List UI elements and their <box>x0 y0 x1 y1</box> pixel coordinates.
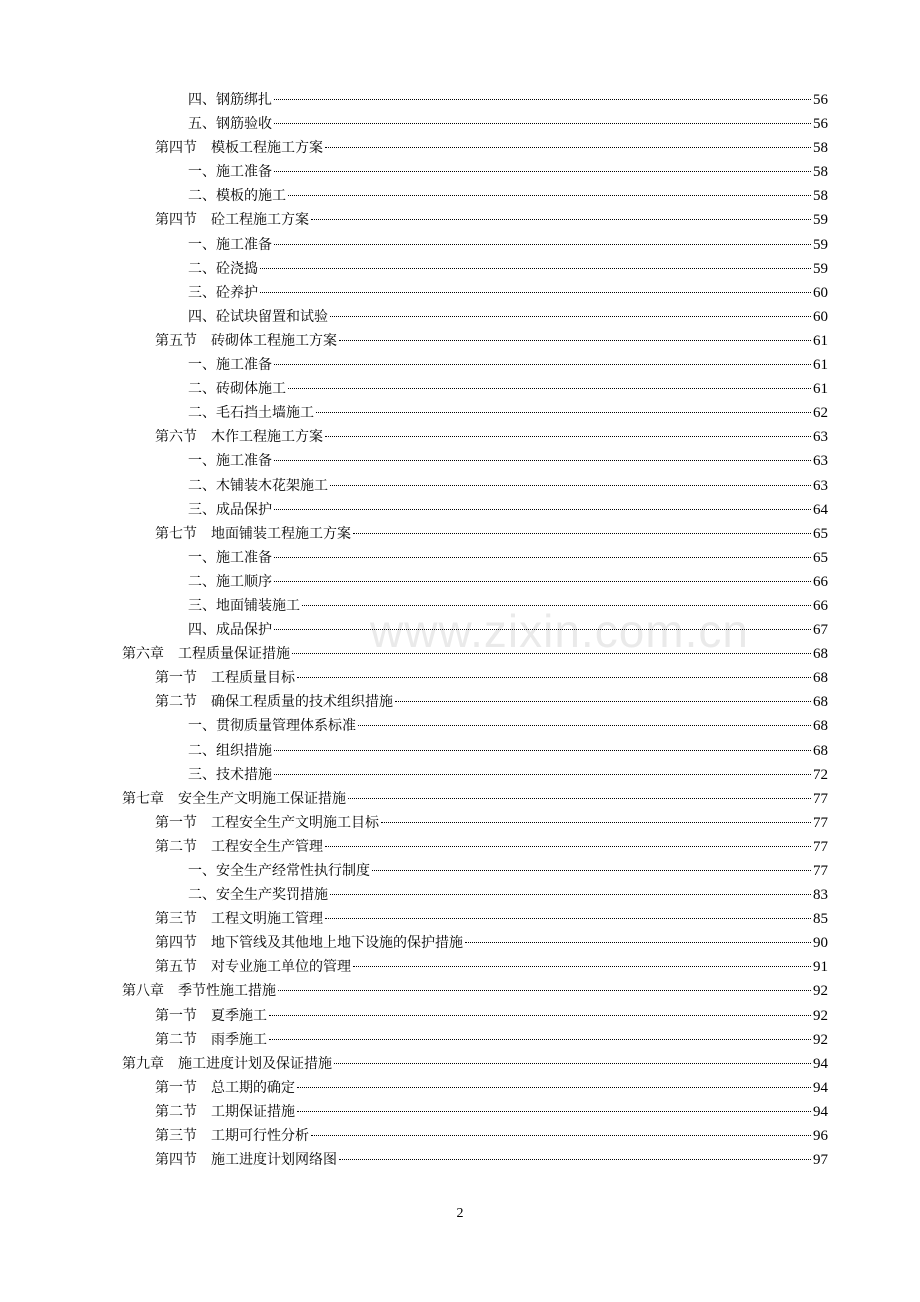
toc-entry[interactable] <box>122 112 828 136</box>
dot-leader <box>297 677 811 678</box>
toc-entry-page: 94 <box>813 1079 828 1096</box>
toc-entry[interactable] <box>122 1124 828 1148</box>
toc-entry-title: 第五节 砖砌体工程施工方案 <box>155 332 337 349</box>
toc-entry-title: 一、贯彻质量管理体系标准 <box>188 718 356 735</box>
dot-leader <box>274 629 811 630</box>
toc-entry[interactable] <box>122 401 828 425</box>
toc-entry[interactable] <box>122 522 828 546</box>
toc-entry-page: 58 <box>813 164 828 181</box>
dot-leader <box>274 99 811 100</box>
toc-entry[interactable] <box>122 714 828 738</box>
toc-entry-title: 二、木铺装木花架施工 <box>188 477 328 494</box>
dot-leader <box>325 436 811 437</box>
toc-entry-page: 60 <box>813 308 828 325</box>
toc-entry[interactable] <box>122 329 828 353</box>
dot-leader <box>353 966 811 967</box>
toc-entry-title: 第二节 工期保证措施 <box>155 1103 295 1120</box>
toc-entry-title: 三、成品保护 <box>188 501 272 518</box>
toc-entry-page: 65 <box>813 549 828 566</box>
toc-entry-page: 61 <box>813 381 828 398</box>
dot-leader <box>260 292 811 293</box>
toc-entry-page: 66 <box>813 597 828 614</box>
toc-entry-title: 四、成品保护 <box>188 622 272 639</box>
toc-entry-page: 66 <box>813 573 828 590</box>
dot-leader <box>274 244 811 245</box>
toc-entry-page: 96 <box>813 1128 828 1145</box>
toc-entry-page: 56 <box>813 92 828 108</box>
toc-entry[interactable] <box>122 1148 828 1172</box>
toc-entry-page: 77 <box>813 863 828 879</box>
dot-leader <box>311 1135 811 1136</box>
toc-entry-title: 四、砼试块留置和试验 <box>188 308 328 325</box>
dot-leader <box>274 123 811 124</box>
dot-leader <box>269 1015 811 1016</box>
toc-entry-title: 二、安全生产奖罚措施 <box>188 887 328 904</box>
toc-entry-title: 第七章 安全生产文明施工保证措施 <box>122 790 346 807</box>
toc-entry-page: 64 <box>813 501 828 518</box>
toc-entry-title: 一、施工准备 <box>188 357 272 374</box>
toc-entry-page: 61 <box>813 357 828 374</box>
toc-entry-page: 92 <box>813 983 828 1000</box>
toc-entry-page: 61 <box>813 332 828 349</box>
toc-entry-title: 第四节 砼工程施工方案 <box>155 212 309 229</box>
dot-leader <box>278 990 811 991</box>
toc-entry[interactable] <box>122 208 828 232</box>
toc-entry[interactable] <box>122 618 828 642</box>
toc-entry[interactable] <box>122 353 828 377</box>
toc-entry[interactable] <box>122 859 828 883</box>
toc-entry[interactable] <box>122 1076 828 1100</box>
toc-entry[interactable] <box>122 1028 828 1052</box>
toc-entry-title: 第二节 确保工程质量的技术组织措施 <box>155 694 393 711</box>
dot-leader <box>381 822 811 823</box>
dot-leader <box>316 412 811 413</box>
toc-entry[interactable] <box>122 377 828 401</box>
toc-entry-page: 68 <box>813 694 828 711</box>
toc-entry-page: 77 <box>813 790 828 807</box>
dot-leader <box>325 918 811 919</box>
toc-entry-title: 第二节 雨季施工 <box>155 1031 267 1048</box>
toc-entry-page: 63 <box>813 453 828 470</box>
page-number: 2 <box>456 1206 464 1221</box>
toc-entry[interactable] <box>122 305 828 329</box>
dot-leader <box>269 1039 811 1040</box>
toc-entry-title: 二、组织措施 <box>188 742 272 759</box>
toc-entry[interactable] <box>122 570 828 594</box>
dot-leader <box>339 340 811 341</box>
toc-entry[interactable] <box>122 449 828 473</box>
toc-entry-title: 第四节 地下管线及其他地上地下设施的保护措施 <box>155 935 463 952</box>
toc-entry-page: 60 <box>813 284 828 301</box>
toc-entry[interactable] <box>122 1100 828 1124</box>
toc-entry[interactable] <box>122 594 828 618</box>
toc-entry-title: 二、施工顺序 <box>188 573 272 590</box>
toc-entry-title: 第一节 工程安全生产文明施工目标 <box>155 814 379 831</box>
dot-leader <box>274 171 811 172</box>
toc-entry[interactable] <box>122 642 828 666</box>
dot-leader <box>302 605 811 606</box>
toc-entry-page: 77 <box>813 838 828 855</box>
toc-entry-title: 一、安全生产经常性执行制度 <box>188 863 370 879</box>
toc-entry[interactable] <box>122 763 828 787</box>
toc-entry-title: 第八章 季节性施工措施 <box>122 983 276 1000</box>
dot-leader <box>334 1063 811 1064</box>
dot-leader <box>353 533 811 534</box>
dot-leader <box>330 485 811 486</box>
dot-leader <box>297 1087 811 1088</box>
dot-leader <box>274 774 811 775</box>
toc-entry-title: 一、施工准备 <box>188 549 272 566</box>
dot-leader <box>274 557 811 558</box>
toc-entry[interactable] <box>122 1052 828 1076</box>
dot-leader <box>288 388 811 389</box>
toc-entry-title: 三、地面铺装施工 <box>188 597 300 614</box>
toc-entry-title: 二、砼浇捣 <box>188 260 258 277</box>
dot-leader <box>274 750 811 751</box>
toc-entry-title: 三、技术措施 <box>188 766 272 783</box>
toc-entry-title: 四、钢筋绑扎 <box>188 92 272 108</box>
toc-entry-page: 83 <box>813 887 828 904</box>
dot-leader <box>372 870 811 871</box>
toc-entry[interactable] <box>122 136 828 160</box>
toc-entry[interactable] <box>122 739 828 763</box>
toc-entry-title: 第三节 工期可行性分析 <box>155 1128 309 1145</box>
toc-entry[interactable] <box>122 425 828 449</box>
toc-entry-page: 94 <box>813 1055 828 1072</box>
dot-leader <box>330 316 811 317</box>
toc-entry[interactable] <box>122 835 828 859</box>
toc-entry-title: 二、砖砌体施工 <box>188 381 286 398</box>
toc-entry[interactable] <box>122 883 828 907</box>
toc-entry-page: 58 <box>813 188 828 205</box>
toc-entry-title: 五、钢筋验收 <box>188 116 272 133</box>
dot-leader <box>311 219 811 220</box>
toc-entry-page: 92 <box>813 1007 828 1024</box>
toc-entry-page: 91 <box>813 959 828 976</box>
toc-entry[interactable] <box>122 907 828 931</box>
toc-entry-title: 第九章 施工进度计划及保证措施 <box>122 1055 332 1072</box>
toc-entry[interactable] <box>122 666 828 690</box>
toc-entry-title: 三、砼养护 <box>188 284 258 301</box>
toc-entry-title: 二、毛石挡土墙施工 <box>188 405 314 422</box>
toc-entry-title: 一、施工准备 <box>188 164 272 181</box>
watermark: www.zixin.com.cn <box>370 605 749 657</box>
dot-leader <box>339 1159 811 1160</box>
toc-entry-page: 68 <box>813 742 828 759</box>
dot-leader <box>330 894 811 895</box>
dot-leader <box>260 268 811 269</box>
toc-entry-title: 一、施工准备 <box>188 453 272 470</box>
dot-leader <box>348 798 811 799</box>
toc-entry-page: 59 <box>813 212 828 229</box>
toc-entry-title: 第六章 工程质量保证措施 <box>122 646 290 663</box>
toc-entry-page: 85 <box>813 911 828 928</box>
toc-entry[interactable] <box>122 690 828 714</box>
dot-leader <box>465 942 811 943</box>
toc-entry-title: 第三节 工程文明施工管理 <box>155 911 323 928</box>
toc-entry-page: 92 <box>813 1031 828 1048</box>
toc-entry-page: 59 <box>813 260 828 277</box>
dot-leader <box>358 725 811 726</box>
toc-entry-page: 94 <box>813 1103 828 1120</box>
toc-entry-title: 第一节 夏季施工 <box>155 1007 267 1024</box>
toc-entry[interactable] <box>122 281 828 305</box>
toc-entry-page: 63 <box>813 429 828 446</box>
toc-entry-title: 二、模板的施工 <box>188 188 286 205</box>
toc-entry[interactable] <box>122 184 828 208</box>
dot-leader <box>274 364 811 365</box>
toc-entry[interactable] <box>122 257 828 281</box>
toc-entry-page: 58 <box>813 140 828 157</box>
toc-entry-page: 62 <box>813 405 828 422</box>
toc-entry[interactable] <box>122 955 828 979</box>
toc-entry[interactable] <box>122 88 828 112</box>
toc-entry-title: 第一节 工程质量目标 <box>155 670 295 687</box>
toc-entry[interactable] <box>122 160 828 184</box>
toc-entry-page: 63 <box>813 477 828 494</box>
dot-leader <box>274 509 811 510</box>
toc-entry-title: 第五节 对专业施工单位的管理 <box>155 959 351 976</box>
toc-entry-page: 90 <box>813 935 828 952</box>
toc-entry-title: 第七节 地面铺装工程施工方案 <box>155 525 351 542</box>
toc-entry-page: 68 <box>813 646 828 663</box>
toc-entry-page: 68 <box>813 718 828 735</box>
toc-entry-title: 第四节 模板工程施工方案 <box>155 140 323 157</box>
dot-leader <box>274 581 811 582</box>
toc-entry-title: 第六节 木作工程施工方案 <box>155 429 323 446</box>
toc-entry[interactable] <box>122 979 828 1003</box>
dot-leader <box>325 846 811 847</box>
toc-entry[interactable] <box>122 1004 828 1028</box>
dot-leader <box>297 1111 811 1112</box>
dot-leader <box>274 460 811 461</box>
toc-entry[interactable] <box>122 474 828 498</box>
dot-leader <box>395 701 811 702</box>
toc-entry-page: 72 <box>813 766 828 783</box>
toc-entry[interactable] <box>122 931 828 955</box>
toc-entry-page: 56 <box>813 116 828 133</box>
toc-entry[interactable] <box>122 546 828 570</box>
toc-entry-page: 59 <box>813 236 828 253</box>
toc-entry[interactable] <box>122 233 828 257</box>
toc-entry[interactable] <box>122 811 828 835</box>
dot-leader <box>325 147 811 148</box>
toc-entry-title: 第四节 施工进度计划网络图 <box>155 1152 337 1169</box>
toc-entry[interactable] <box>122 787 828 811</box>
toc-entry-title: 第一节 总工期的确定 <box>155 1079 295 1096</box>
toc-entry-page: 97 <box>813 1152 828 1169</box>
dot-leader <box>288 195 811 196</box>
toc-entry-title: 一、施工准备 <box>188 236 272 253</box>
toc-entry-page: 77 <box>813 814 828 831</box>
toc-entry-page: 65 <box>813 525 828 542</box>
toc-entry-title: 第二节 工程安全生产管理 <box>155 838 323 855</box>
dot-leader <box>292 653 811 654</box>
toc-entry-page: 68 <box>813 670 828 687</box>
toc-entry-page: 67 <box>813 622 828 639</box>
table-of-contents <box>122 88 828 1172</box>
toc-entry[interactable] <box>122 498 828 522</box>
